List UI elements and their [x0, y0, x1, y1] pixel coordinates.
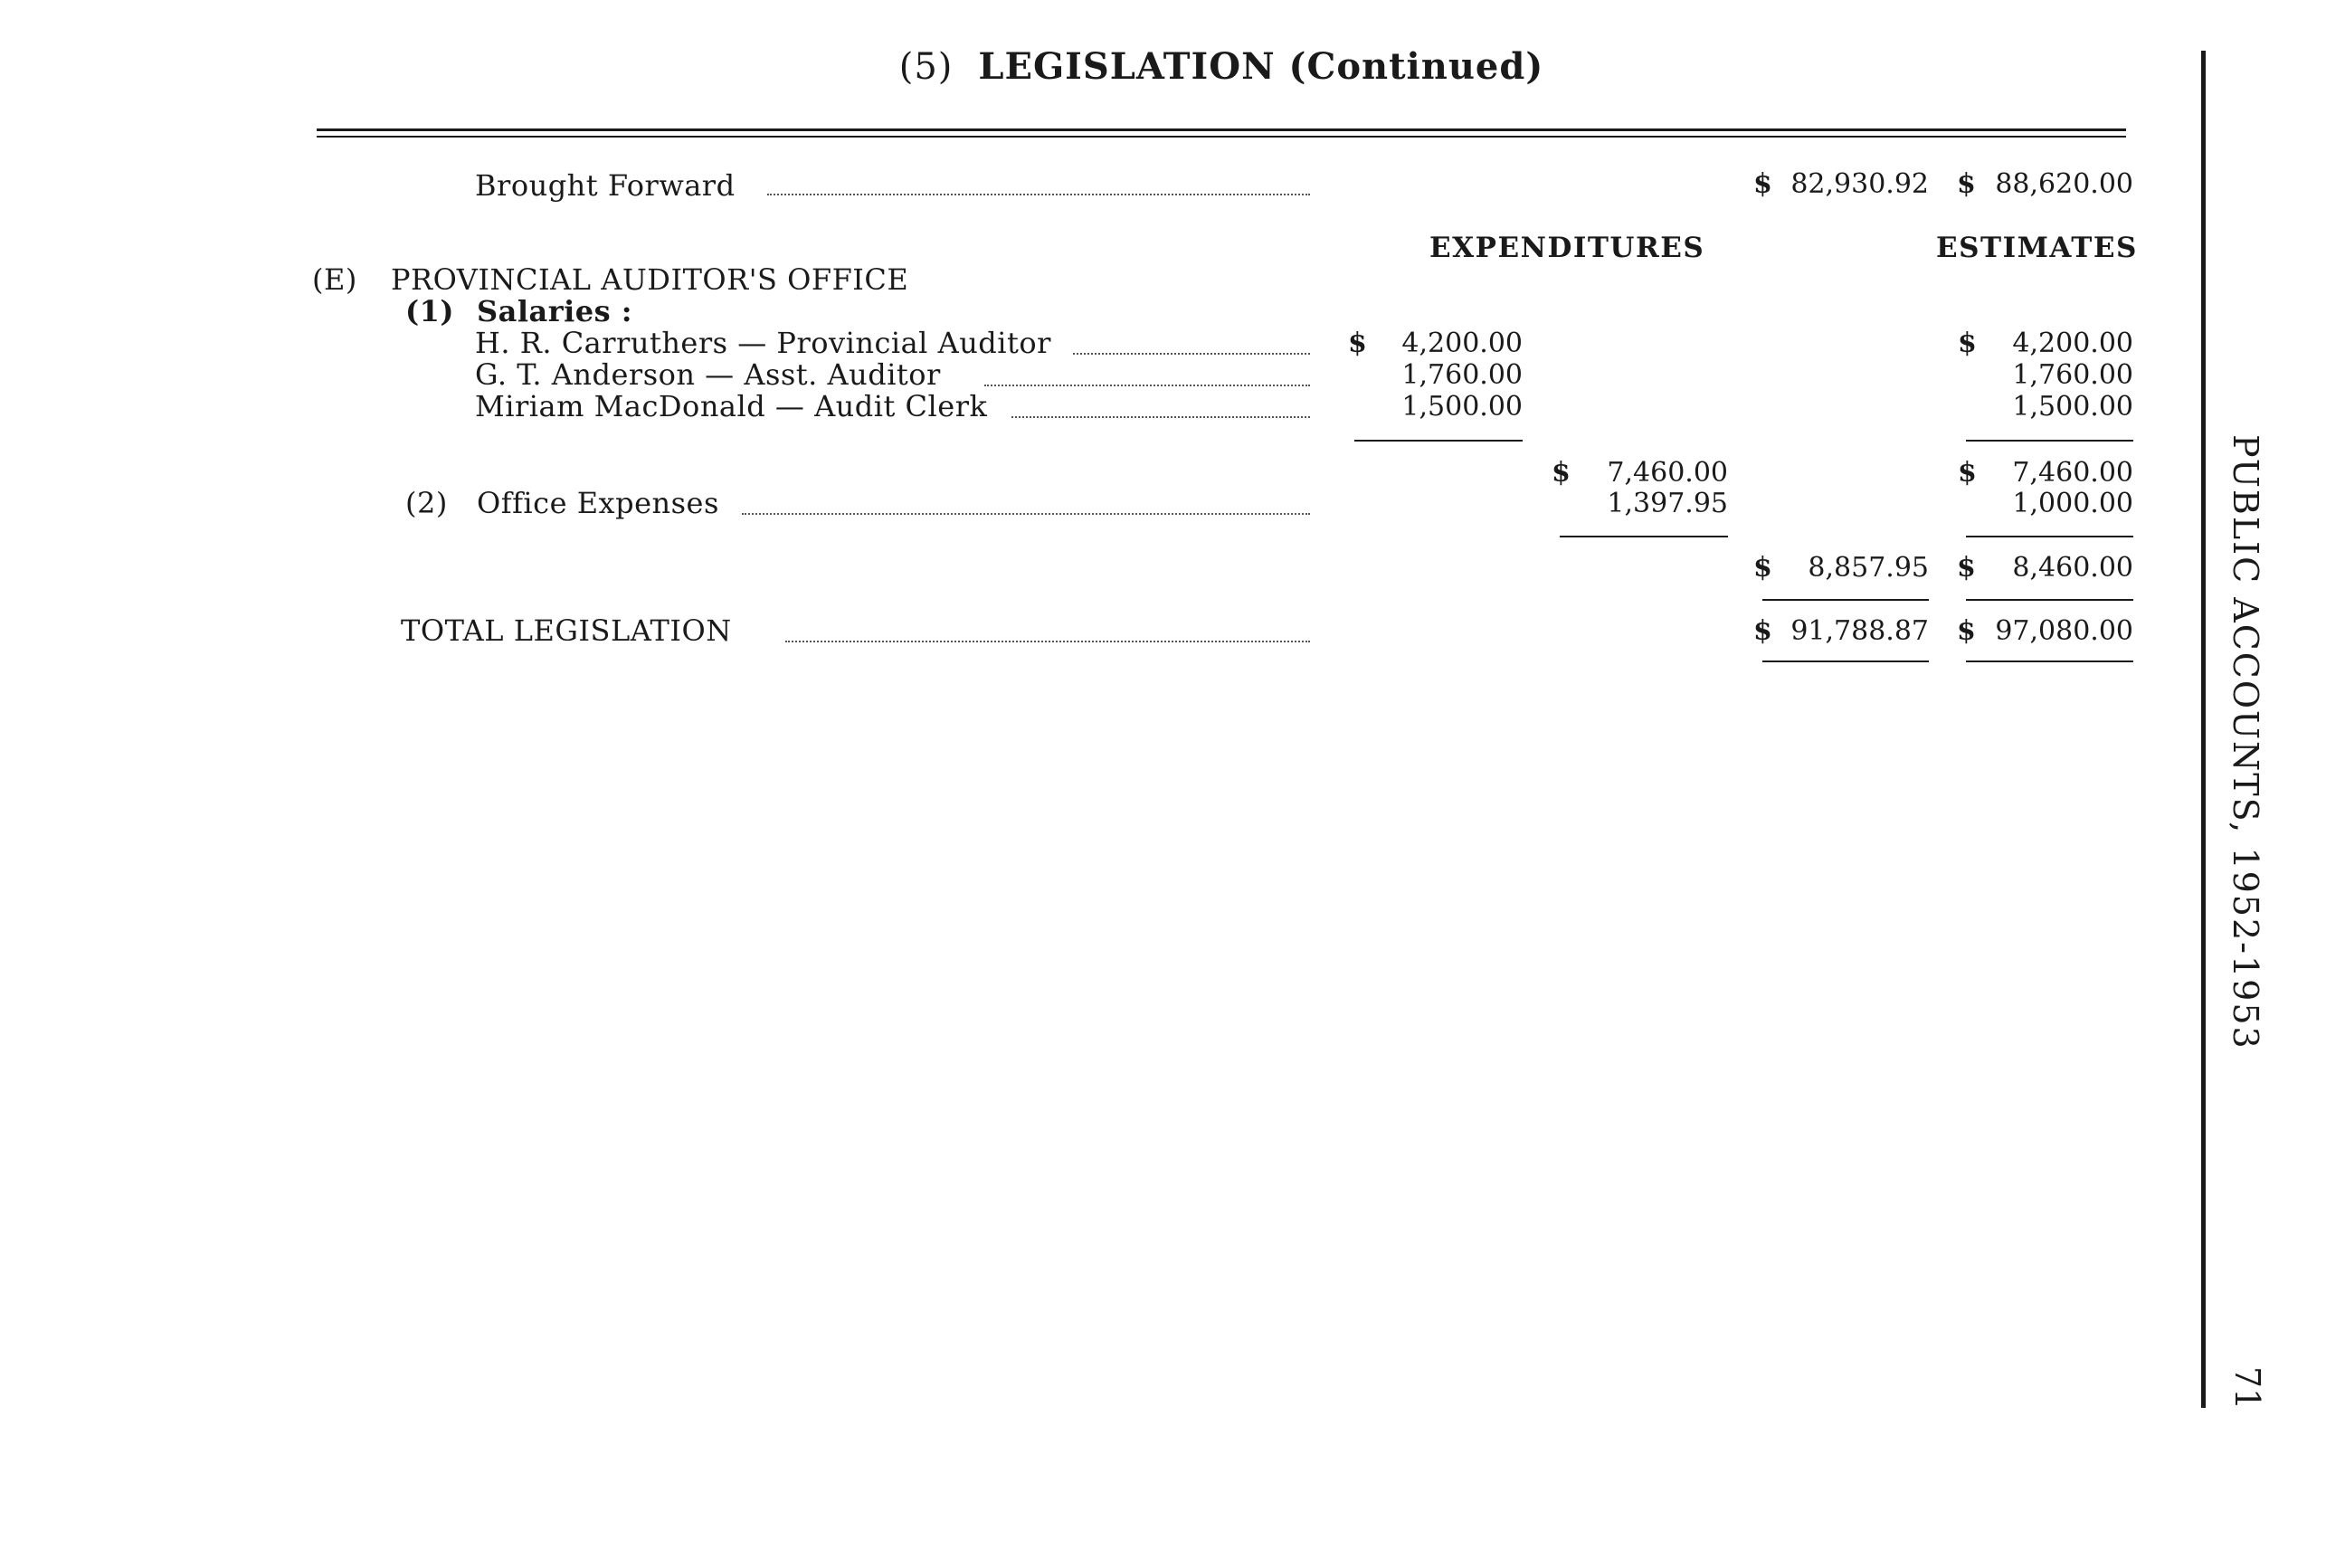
currency-symbol: $	[1958, 457, 1977, 489]
section-total-expenditure: 8,857.95	[1808, 552, 1929, 584]
salary-name: G. T. Anderson — Asst. Auditor	[475, 357, 941, 392]
currency-symbol: $	[1957, 615, 1976, 647]
office-expenses-number: (2)	[405, 486, 448, 520]
section-name: PROVINCIAL AUDITOR'S OFFICE	[391, 262, 909, 297]
brought-forward-estimate: 88,620.00	[1995, 168, 2133, 200]
office-expenses-label: Office Expenses	[477, 486, 719, 520]
salary-estimate: 4,200.00	[2012, 328, 2133, 359]
leader-dots	[742, 513, 1310, 515]
total-rule	[1762, 599, 1929, 601]
total-legislation-expenditure: 91,788.87	[1790, 615, 1929, 647]
estimates-header: ESTIMATES	[1936, 232, 2138, 264]
leader-dots	[984, 385, 1310, 386]
currency-symbol: $	[1957, 168, 1976, 200]
header-rule-bottom	[317, 136, 2126, 138]
salary-estimate: 1,500.00	[2012, 391, 2133, 423]
salary-amount: 1,500.00	[1401, 391, 1523, 423]
grand-total-rule	[1762, 660, 1929, 662]
office-expenses-estimate: 1,000.00	[2012, 488, 2133, 519]
header-rule-top	[317, 128, 2126, 131]
section-total-estimate: 8,460.00	[2012, 552, 2133, 584]
salary-name: Miriam MacDonald — Audit Clerk	[475, 389, 988, 423]
total-legislation-label: TOTAL LEGISLATION	[401, 613, 732, 648]
page-number: 71	[2227, 1366, 2267, 1411]
leader-dots	[785, 641, 1310, 642]
currency-symbol: $	[1552, 457, 1571, 489]
section-letter: (E)	[312, 262, 357, 297]
margin-rule	[2201, 51, 2206, 1408]
currency-symbol: $	[1753, 615, 1772, 647]
currency-symbol: $	[1753, 168, 1772, 200]
salary-name: H. R. Carruthers — Provincial Auditor	[475, 326, 1051, 360]
leader-dots	[767, 194, 1310, 195]
brought-forward-label: Brought Forward	[475, 168, 736, 203]
salary-amount: 4,200.00	[1401, 328, 1523, 359]
salary-estimate: 1,760.00	[2012, 359, 2133, 391]
section-total-rule	[1560, 536, 1728, 537]
salaries-label: Salaries :	[477, 294, 633, 328]
currency-symbol: $	[1753, 552, 1772, 584]
section-number: (5)	[898, 46, 954, 88]
total-legislation-estimate: 97,080.00	[1995, 615, 2133, 647]
running-header: PUBLIC ACCOUNTS, 1952-1953	[2226, 434, 2265, 1050]
brought-forward-expenditure: 82,930.92	[1790, 168, 1929, 200]
salary-amount: 1,760.00	[1401, 359, 1523, 391]
expenditures-header: EXPENDITURES	[1429, 232, 1705, 264]
leader-dots	[1073, 353, 1310, 355]
currency-symbol: $	[1958, 328, 1977, 359]
grand-total-rule	[1966, 660, 2133, 662]
salaries-number: (1)	[405, 294, 455, 328]
section-title: LEGISLATION (Continued)	[978, 45, 1544, 88]
office-expenses-amount: 1,397.95	[1607, 488, 1728, 519]
salaries-subtotal: 7,460.00	[1607, 457, 1728, 489]
currency-symbol: $	[1957, 552, 1976, 584]
page-title	[0, 45, 2345, 88]
subtotal-rule	[1354, 440, 1523, 442]
section-total-rule	[1966, 536, 2133, 537]
currency-symbol: $	[1348, 328, 1367, 359]
salaries-subtotal-estimate: 7,460.00	[2012, 457, 2133, 489]
leader-dots	[1011, 416, 1310, 418]
total-rule	[1966, 599, 2133, 601]
subtotal-rule	[1966, 440, 2133, 442]
